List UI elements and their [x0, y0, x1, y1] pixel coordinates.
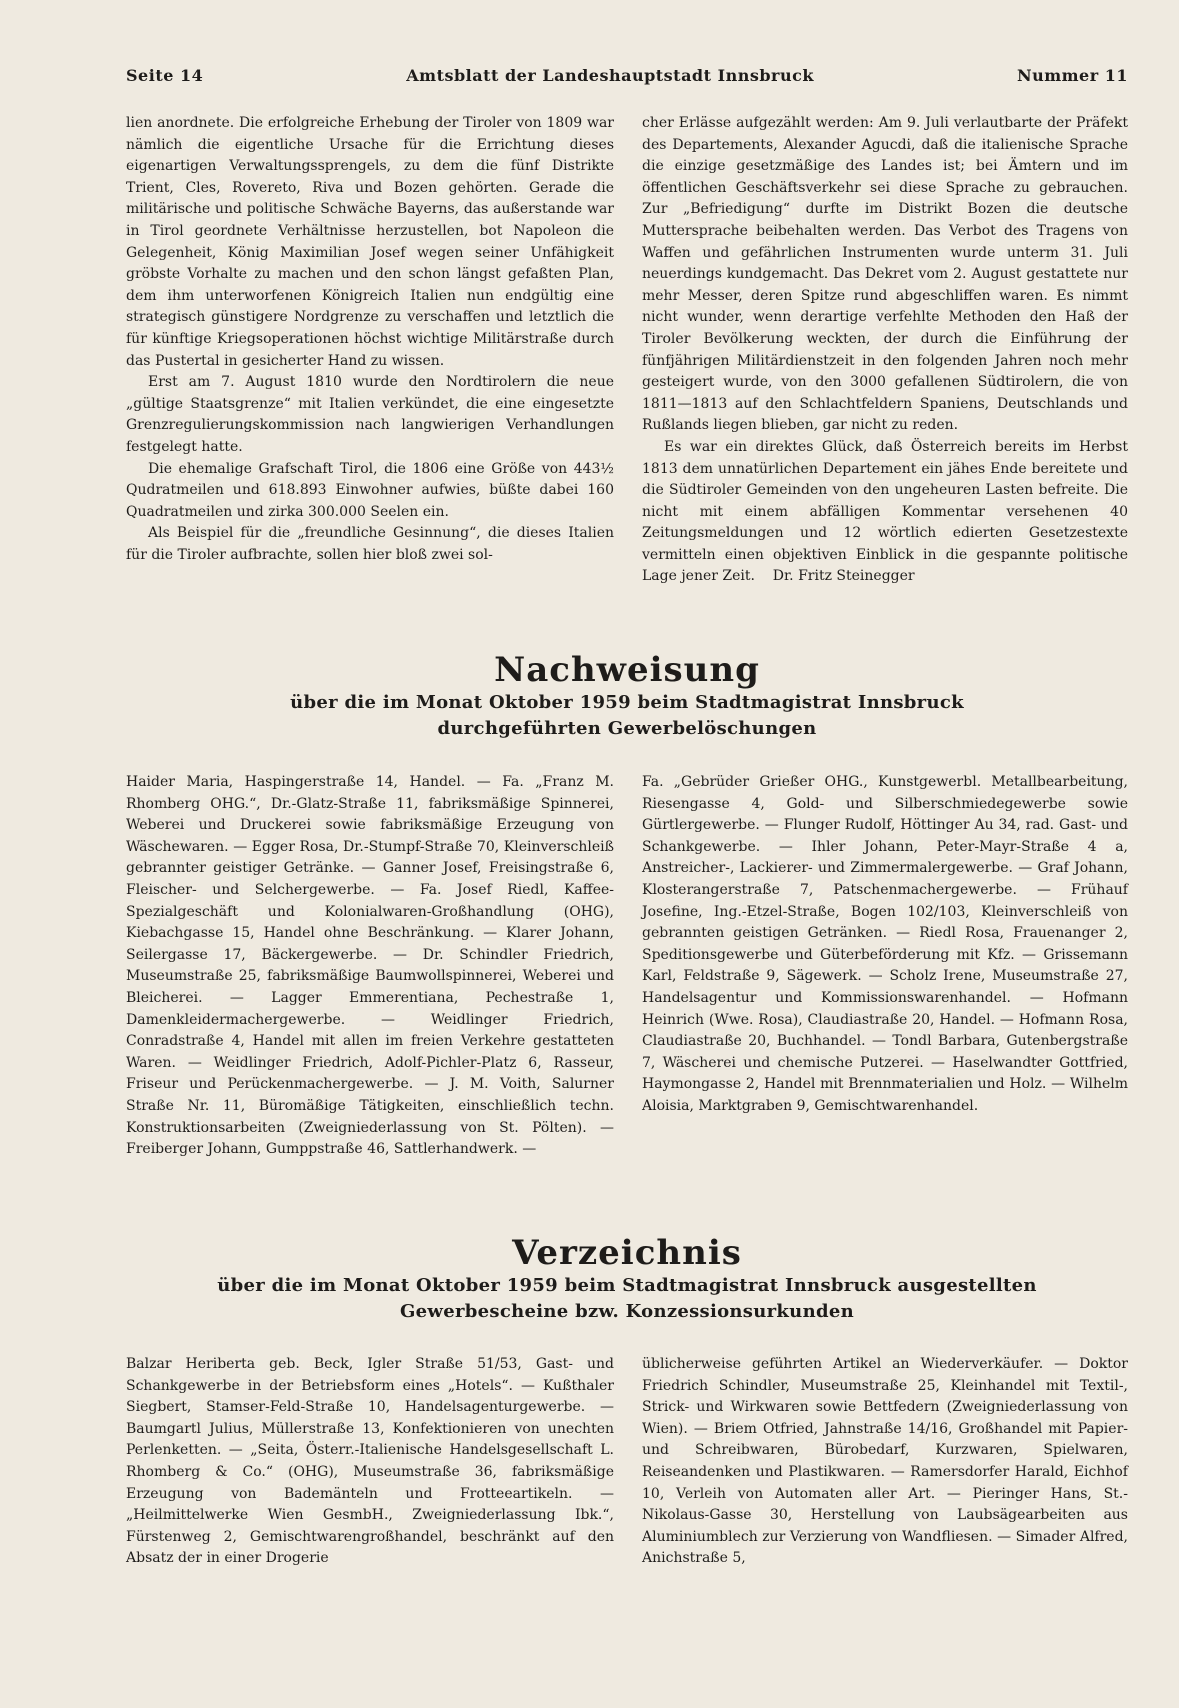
article-paragraph: Die ehemalige Grafschaft Tirol, die 1806 eine Größe von 443½ Qudratmeilen und 618.893 Einwohner aufwies, büßte dabei 160 Quadratmeilen und zirka 300.000 Seelen ein.	[126, 460, 614, 520]
page-number: Seite 14	[126, 66, 204, 85]
article-paragraph: lien anordnete. Die erfolgreiche Erhebung der Tiroler von 1809 war nämlich die eigentliche Ursache für die Errichtung dieses eigenartigen Verwaltungssprengels, zu dem die fünf Distrikte Trient, Cles, Rovereto, Riva und Bozen gehörten. Gerade die militärische und politische Schwäche Bayerns, das außerstande war in Tirol geordnete Verhältnisse herzustellen, bot Napoleon die Gelegenheit, König Maximilian Josef wegen seiner Unfähigkeit gröbste Vorhalte zu machen und den schon längst gefaßten Plan, dem ihm unterworfenen Königreich Italien nun endgültig eine strategisch günstigere Nordgrenze zu verschaffen und letztlich die für künftige Kriegsoperationen höchst wichtige Militärstraße durch das Pustertal in gesicherter Hand zu wissen.	[126, 115, 614, 369]
section-subtitle: Gewerbescheine bzw. Konzessionsurkunden	[400, 1301, 854, 1322]
section-subtitle: über die im Monat Oktober 1959 beim Stadtmagistrat Innsbruck ausgestellten	[217, 1275, 1037, 1296]
section-title: Verzeichnis	[512, 1233, 742, 1273]
section-title: Nachweisung	[494, 650, 760, 690]
deletions-column-left	[126, 772, 614, 1161]
article-column-right	[642, 113, 1128, 588]
author-signature: Dr. Fritz Steinegger	[772, 568, 915, 585]
listing-text: Fa. „Gebrüder Grießer OHG., Kunstgewerbl. Metallbearbeitung, Riesengasse 4, Gold- und Silberschmiedegewerbe sowie Gürtlergewerbe. — Flunger Rudolf, Höttinger Au 34, rad. Gast- und Schankgewerbe. — Ihler Johann, Peter-Mayr-Straße 4 a, Anstreicher-, Lackierer- und Zimmermalergewerbe. — Graf Johann, Klosterangerstraße 7, Patschenmachergewerbe. — Frühauf Josefine, Ing.-Etzel-Straße, Bogen 102/103, Kleinverschleiß von gebrannten geistigen Getränken. — Riedl Rosa, Frauenanger 2, Speditionsgewerbe und Güterbeförderung mit Kfz. — Grissemann Karl, Feldstraße 9, Sägewerk. — Scholz Irene, Museumstraße 27, Handelsagentur und Kommissionswarenhandel. — Hofmann Heinrich (Wwe. Rosa), Claudiastraße 20, Handel. — Hofmann Rosa, Claudiastraße 20, Buchhandel. — Tondl Barbara, Gutenbergstraße 7, Wäscherei und chemische Putzerei. — Haselwandter Gottfried, Haymongasse 2, Handel mit Brennmaterialien und Holz. — Wilhelm Aloisia, Marktgraben 9, Gemischtwarenhandel.	[642, 774, 1128, 1114]
publication-title: Amtsblatt der Landeshauptstadt Innsbruck	[406, 66, 814, 85]
article-column-left	[126, 113, 614, 566]
article-paragraph: cher Erlässe aufgezählt werden: Am 9. Juli verlautbarte der Präfekt des Departements, Alexander Agucdi, daß die italienische Sprache die einzige gesetzmäßige des Landes ist; bei Ämtern und im öffentlichen Geschäftsverkehr sei diese Sprache zu gebrauchen. Zur „Befriedigung“ durfte im Distrikt Bozen die deutsche Muttersprache beibehalten werden. Das Verbot des Tragens von Waffen und gefährlichen Instrumenten wurde unterm 31. Juli neuerdings kundgemacht. Das Dekret vom 2. August gestattete nur mehr Messer, deren Spitze rund abgeschliffen waren. Es nimmt nicht wunder, wenn derartige verfehlte Methoden den Haß der Tiroler Bevölkerung weckten, der durch die Einführung der fünfjährigen Militärdienstzeit in den folgenden Jahren noch mehr gesteigert wurde, von den 3000 gefallenen Südtirolern, die von 1811—1813 auf den Schlachtfeldern Spaniens, Deutschlands und Rußlands liegen blieben, gar nicht zu reden.	[642, 115, 1128, 434]
licenses-column-right	[642, 1354, 1128, 1570]
section-subtitle: durchgeführten Gewerbelöschungen	[437, 718, 817, 739]
listing-text: üblicherweise geführten Artikel an Wiederverkäufer. — Doktor Friedrich Schindler, Museumstraße 25, Kleinhandel mit Textil-, Strick- und Wirkwaren sowie Bettfedern (Zweigniederlassung von Wien). — Briem Otfried, Jahnstraße 14/16, Großhandel mit Papier- und Schreibwaren, Bürobedarf, Kurzwaren, Spielwaren, Reiseandenken und Plastikwaren. — Ramersdorfer Harald, Eichhof 10, Verleih von Automaten aller Art. — Pieringer Hans, St.-Nikolaus-Gasse 30, Herstellung von Laubsägearbeiten aus Aluminiumblech zur Verzierung von Wandfliesen. — Simader Alfred, Anichstraße 5,	[642, 1356, 1128, 1567]
issue-number: Nummer 11	[1016, 66, 1128, 85]
article-paragraph: Es war ein direktes Glück, daß Österreich bereits im Herbst 1813 dem unnatürlichen Departement ein jähes Ende bereitete und die Südtiroler Gemeinden von den ungeheuren Lasten befreite. Die nicht mit einem abfälligen Kommentar versehenen 40 Zeitungsmeldungen und 12 wörtlich edierten Gesetzestexte vermitteln einen objektiven Einblick in die gespannte politische Lage jener Zeit. Dr. Fritz Steinegger	[642, 438, 1128, 585]
article-paragraph: Als Beispiel für die „freundliche Gesinnung“, die dieses Italien für die Tiroler aufbrachte, sollen hier bloß zwei sol-	[126, 525, 614, 563]
listing-text: Haider Maria, Haspingerstraße 14, Handel. — Fa. „Franz M. Rhomberg OHG.“, Dr.-Glatz-Straße 11, fabriksmäßige Spinnerei, Weberei und Druckerei sowie fabriksmäßige Erzeugung von Wäschewaren. — Egger Rosa, Dr.-Stumpf-Straße 70, Kleinverschleiß gebrannter geistiger Getränke. — Ganner Josef, Freisingstraße 6, Fleischer- und Selchergewerbe. — Fa. Josef Riedl, Kaffee-Spezialgeschäft und Kolonialwaren-Großhandlung (OHG), Kiebachgasse 15, Handel ohne Beschränkung. — Klarer Johann, Seilergasse 17, Bäckergewerbe. — Dr. Schindler Friedrich, Museumstraße 25, fabriksmäßige Baumwollspinnerei, Weberei und Bleicherei. — Lagger Emmerentiana, Pechestraße 1, Damenkleidermachergewerbe. — Weidlinger Friedrich, Conradstraße 4, Handel mit allen im freien Verkehre gestatteten Waren. — Weidlinger Friedrich, Adolf-Pichler-Platz 6, Rasseur, Friseur und Perückenmachergewerbe. — J. M. Voith, Salurner Straße Nr. 11, Büromäßige Tätigkeiten, einschließlich techn. Konstruktionsarbeiten (Zweigniederlassung von St. Pölten). — Freiberger Johann, Gumppstraße 46, Sattlerhandwerk. —	[126, 774, 614, 1158]
section-subtitle: über die im Monat Oktober 1959 beim Stadtmagistrat Innsbruck	[290, 692, 964, 713]
page-header	[126, 66, 1128, 85]
licenses-column-left	[126, 1354, 614, 1570]
article-paragraph: Erst am 7. August 1810 wurde den Nordtirolern die neue „gültige Staatsgrenze“ mit Italien verkündet, die eine eingesetzte Grenzregulierungskommission nach langwierigen Verhandlungen festgelegt hatte.	[126, 374, 614, 455]
section-heading-nachweisung	[126, 650, 1128, 742]
deletions-column-right	[642, 772, 1128, 1118]
section-heading-verzeichnis	[126, 1233, 1128, 1325]
listing-text: Balzar Heriberta geb. Beck, Igler Straße 51/53, Gast- und Schankgewerbe in der Betriebsform eines „Hotels“. — Kußthaler Siegbert, Stamser-Feld-Straße 10, Handelsagenturgewerbe. — Baumgartl Julius, Müllerstraße 13, Konfektionieren von unechten Perlenketten. — „Seita, Österr.-Italienische Handelsgesellschaft L. Rhomberg & Co.“ (OHG), Museumstraße 36, fabriksmäßige Erzeugung von Bademänteln und Frotteeartikeln. — „Heilmittelwerke Wien GesmbH., Zweigniederlassung Ibk.“, Fürstenweg 2, Gemischtwarengroßhandel, beschränkt auf den Absatz der in einer Drogerie	[126, 1356, 614, 1567]
